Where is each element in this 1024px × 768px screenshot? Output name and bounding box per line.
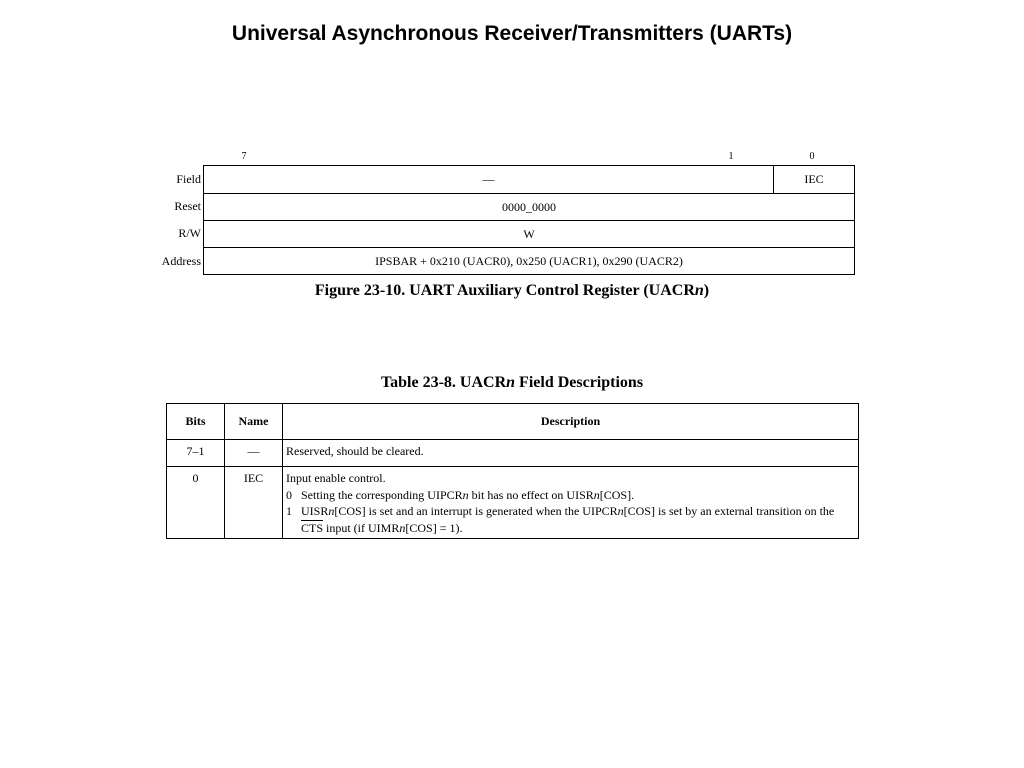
table-header-row <box>167 404 859 440</box>
figure-caption: Figure 23-10. UART Auxiliary Control Register (UACRn) <box>314 282 710 299</box>
cell-bits: 7–1 <box>167 440 225 467</box>
header-name: Name <box>225 404 283 440</box>
bit-number-1: 1 <box>728 151 734 162</box>
cell-bits: 0 <box>167 467 225 539</box>
iec-option-0: 0 Setting the corresponding UIPCRn bit has no effect on UISRn[COS]. <box>286 487 635 502</box>
bit-number-0: 0 <box>809 151 815 162</box>
table-row <box>167 467 859 539</box>
row-label-reset: Reset <box>174 199 201 213</box>
reset-value-cell: 0000_0000 <box>203 193 855 221</box>
iec-option-1: 1 UISRn[COS] is set and an interrupt is generated when the UIPCRn[COS] is set by an external transition on the $\overline{CTS}$ input (if UIMRn[COS] = 1). <box>286 504 835 535</box>
row-label-address: Address <box>161 254 201 268</box>
row-label-rw: R/W <box>178 226 201 240</box>
address-value-cell: IPSBAR + 0x210 (UACR0), 0x250 (UACR1), 0x290 (UACR2) <box>203 247 855 275</box>
cell-description <box>283 467 859 539</box>
header-bits: Bits <box>167 404 225 440</box>
cts-signal: $\overline{CTS}$ <box>301 520 324 535</box>
iec-intro: Input enable control. <box>286 471 386 485</box>
table-row <box>167 440 859 467</box>
bit-number-7: 7 <box>241 151 247 162</box>
cell-name: IEC <box>225 467 283 539</box>
field-iec-cell: IEC <box>773 165 855 194</box>
field-reserved-cell: — <box>203 165 774 194</box>
slide-title: Universal Asynchronous Receiver/Transmitters (UARTs) <box>231 22 793 45</box>
header-description: Description <box>283 404 859 440</box>
row-label-field: Field <box>176 172 201 186</box>
cell-description: Reserved, should be cleared. <box>283 440 859 467</box>
rw-value-cell: W <box>203 220 855 248</box>
field-descriptions-table <box>166 403 859 539</box>
cell-name: — <box>225 440 283 467</box>
table-caption: Table 23-8. UACRn Field Descriptions <box>380 374 644 391</box>
